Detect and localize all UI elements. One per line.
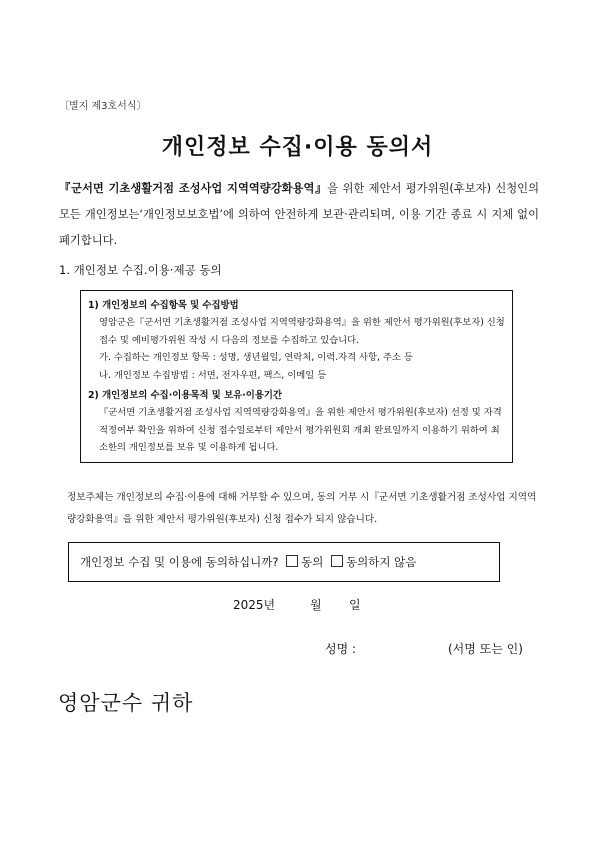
date-day: 일 <box>349 598 361 612</box>
item2-title: 2) 개인정보의 수집·이용목적 및 보유·이용기간 <box>88 390 283 402</box>
consent-details-box <box>80 290 513 463</box>
consent-question-box <box>68 542 500 582</box>
item1-b: 나. 개인정보 수집방법 : 서면, 전자우편, 팩스, 이메일 등 <box>99 369 327 381</box>
page-title: 개인정보 수집·이용 동의서 <box>161 135 434 160</box>
form-code: 〔별지 제3호서식〕 <box>59 101 147 112</box>
signature-label: 성명 : <box>325 642 357 656</box>
item1-title: 1) 개인정보의 수집항목 및 수집방법 <box>88 300 239 311</box>
consent-question: 개인정보 수집 및 이용에 동의하십니까? <box>80 555 279 569</box>
date-year: 2025년 <box>233 598 276 612</box>
item1-desc: 영암군은『군서면 기초생활거점 조성사업 지역역량강화용역』을 위한 제안서 평가위원(후보자) 신청 접수 및 예비평가위원 작성 시 다음의 정보를 수집하고 있습니다. <box>99 317 505 346</box>
signature-note: (서명 또는 인) <box>448 642 523 656</box>
disagree-checkbox[interactable] <box>331 555 343 567</box>
agree-checkbox[interactable] <box>286 555 298 567</box>
addressee: 영암군수 귀하 <box>58 691 194 715</box>
intro-paragraph <box>59 176 539 254</box>
refusal-notice: 정보주체는 개인정보의 수집·이용에 대해 거부할 수 있으며, 동의 거부 시『군서면 기초생활거점 조성사업 지역역량강화용역』을 위한 제안서 평가위원(후보자) 신청 접수가 되지 않습니다. <box>67 492 537 525</box>
agree-label: 동의 <box>301 555 324 569</box>
section1-title: 1. 개인정보 수집.이용·제공 동의 <box>59 263 222 277</box>
item2-desc: 『군서면 기초생활거점 조성사업 지역역량강화용역』을 위한 제안서 평가위원(후보자) 선정 및 자격적정여부 확인을 위하여 신청 접수일로부터 제안서 평가위원회 개최 완료일까지 이용하기 위하여 최소한의 개인정보를 보유 및 이용하게 됩니다. <box>99 407 502 454</box>
disagree-label: 동의하지 않음 <box>346 555 417 569</box>
item1-a: 가. 수집하는 개인정보 항목 : 성명, 생년월일, 연락처, 이력.자격 사항, 주소 등 <box>99 352 413 364</box>
intro-text: 을 위한 제안서 평가위원(후보자) 신청인의 모든 개인정보는‘개인정보보호법’에 의하여 안전하게 보관·관리되며, 이용 기간 종료 시 지체 없이 폐기합니다. <box>59 182 539 247</box>
date-month: 월 <box>310 598 322 612</box>
project-name: 『군서면 기초생활거점 조성사업 지역역량강화용역』 <box>59 182 328 195</box>
